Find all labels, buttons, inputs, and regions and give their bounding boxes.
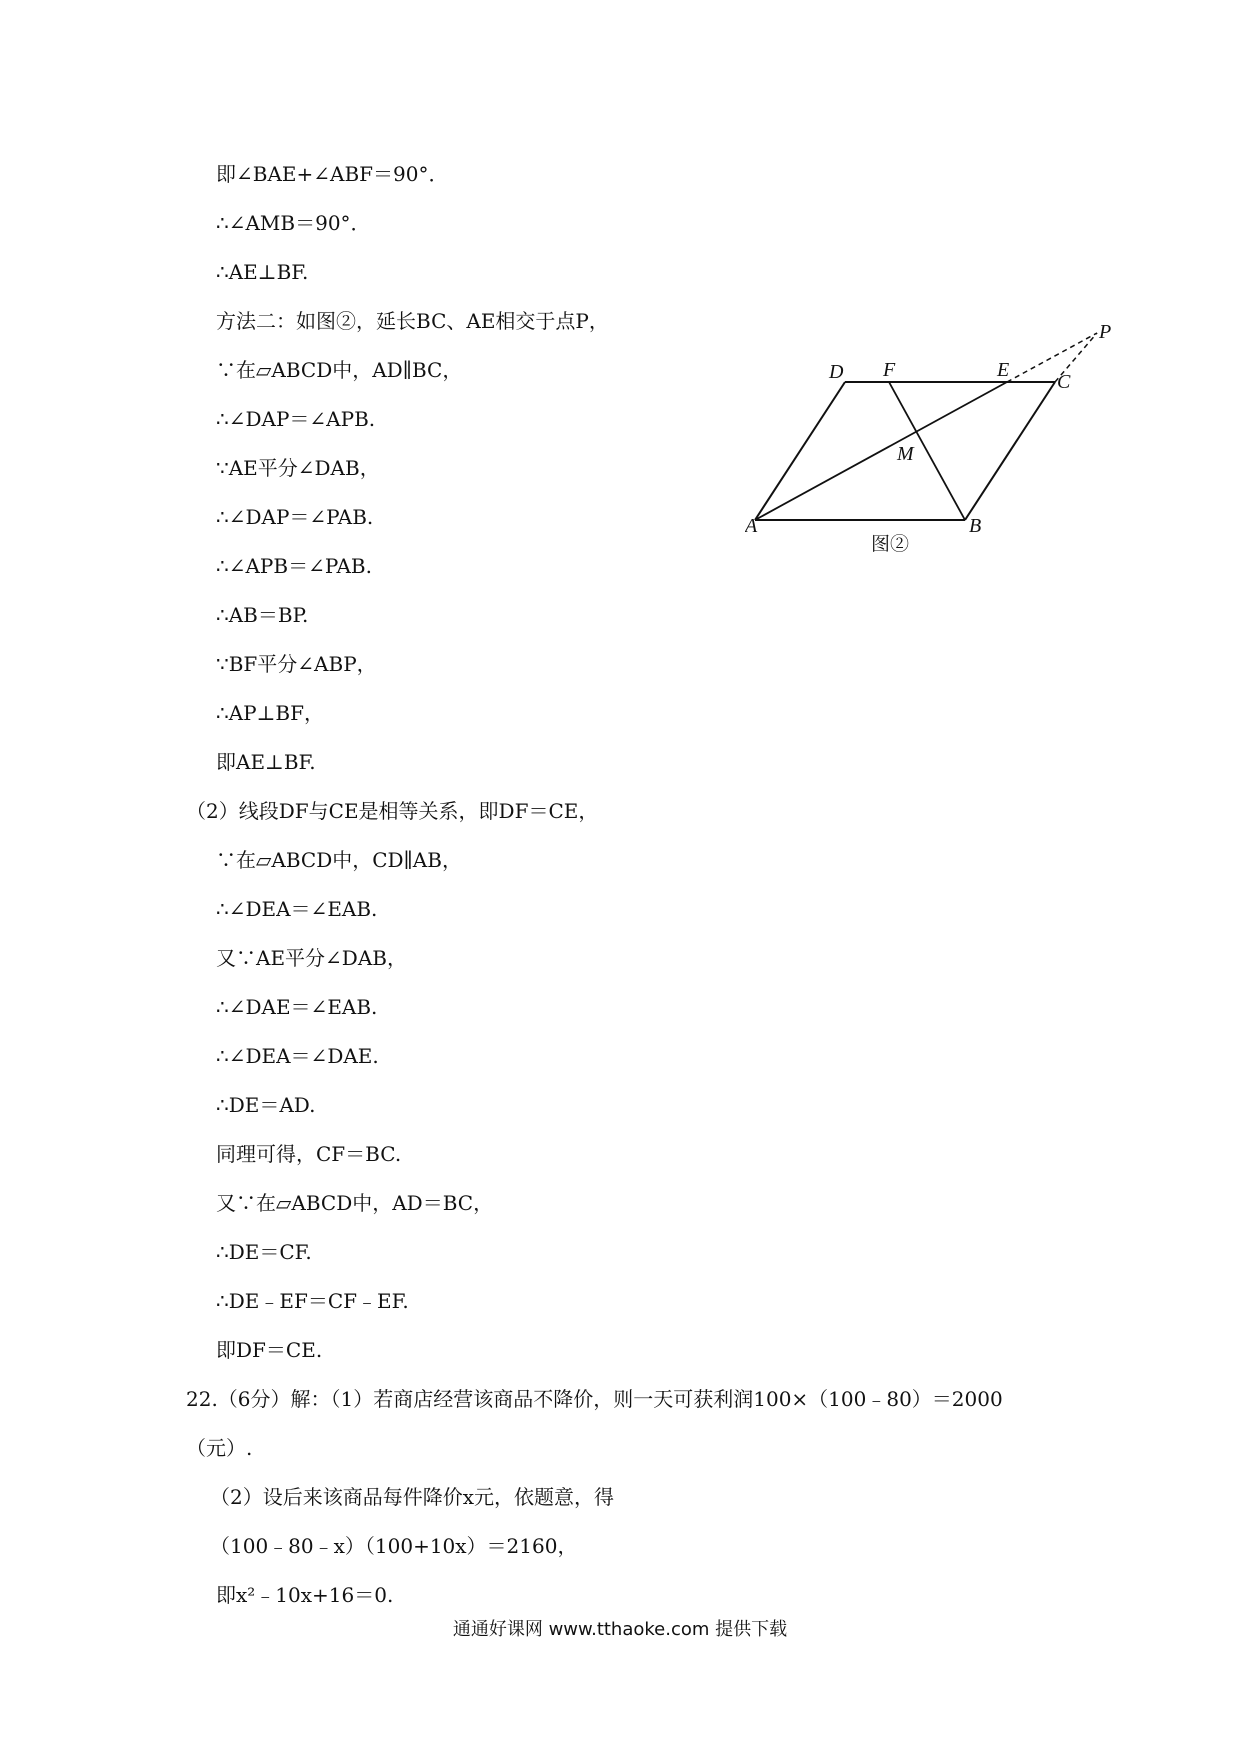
- question-22-part-2: （2）设后来该商品每件降价x元，依题意，得: [210, 1485, 615, 1509]
- proof-line-15: ∵在▱ABCD中，CD∥AB，: [216, 848, 462, 872]
- label-b: B: [969, 515, 982, 537]
- proof-line-21: 同理可得，CF＝BC.: [216, 1142, 402, 1166]
- proof-line-11: ∵BF平分∠ABP，: [216, 652, 377, 676]
- proof-line-24: ∴DE﹣EF＝CF﹣EF.: [216, 1289, 409, 1313]
- label-m: M: [897, 443, 914, 465]
- part-2-heading: （2）线段DF与CE是相等关系，即DF＝CE，: [186, 799, 599, 823]
- proof-line-5: ∵在▱ABCD中，AD∥BC，: [216, 358, 463, 382]
- question-22-unit: （元）.: [186, 1436, 253, 1460]
- proof-line-10: ∴AB＝BP.: [216, 603, 309, 627]
- figure-caption: 图②: [871, 534, 910, 555]
- proof-line-2: ∴∠AMB＝90°．: [216, 211, 371, 235]
- question-22-line: 22.（6分）解：（1）若商店经营该商品不降价，则一天可获利润100×（100﹣80）＝2000: [186, 1387, 1003, 1411]
- proof-line-22: 又∵在▱ABCD中，AD＝BC，: [216, 1191, 494, 1215]
- proof-line-19: ∴∠DEA＝∠DAE.: [216, 1044, 379, 1068]
- label-a: A: [745, 515, 758, 537]
- segment-ae: [755, 382, 1007, 520]
- proof-line-6: ∴∠DAP＝∠APB.: [216, 407, 376, 431]
- label-d: D: [829, 361, 844, 383]
- proof-line-3: ∴AE⊥BF.: [216, 260, 309, 284]
- label-f: F: [883, 359, 896, 381]
- proof-line-12: ∴AP⊥BF，: [216, 701, 325, 725]
- label-p: P: [1099, 321, 1112, 343]
- segment-cb: [965, 382, 1055, 520]
- proof-line-4: 方法二：如图②，延长BC、AE相交于点P，: [216, 309, 609, 333]
- segment-ad: [755, 382, 845, 520]
- proof-line-18: ∴∠DAE＝∠EAB.: [216, 995, 378, 1019]
- proof-line-9: ∴∠APB＝∠PAB.: [216, 554, 372, 578]
- proof-line-16: ∴∠DEA＝∠EAB.: [216, 897, 378, 921]
- proof-line-1: 即∠BAE+∠ABF＝90°．: [216, 162, 449, 186]
- dashed-ep: [1007, 333, 1097, 382]
- equation-line: （100﹣80﹣x）（100+10x）＝2160，: [210, 1534, 578, 1558]
- proof-line-25: 即DF＝CE.: [216, 1338, 323, 1362]
- proof-line-7: ∵AE平分∠DAB，: [216, 456, 380, 480]
- proof-line-8: ∴∠DAP＝∠PAB.: [216, 505, 374, 529]
- parallelogram-figure: [745, 310, 1135, 560]
- proof-line-23: ∴DE＝CF.: [216, 1240, 312, 1264]
- proof-line-20: ∴DE＝AD.: [216, 1093, 316, 1117]
- label-e: E: [997, 359, 1010, 381]
- label-c: C: [1057, 371, 1071, 393]
- proof-line-17: 又∵AE平分∠DAB，: [216, 946, 407, 970]
- page-footer: 通通好课网 www.tthaoke.com 提供下载: [452, 1619, 788, 1640]
- proof-line-13: 即AE⊥BF.: [216, 750, 316, 774]
- quadratic-line: 即x²﹣10x+16＝0.: [216, 1583, 394, 1607]
